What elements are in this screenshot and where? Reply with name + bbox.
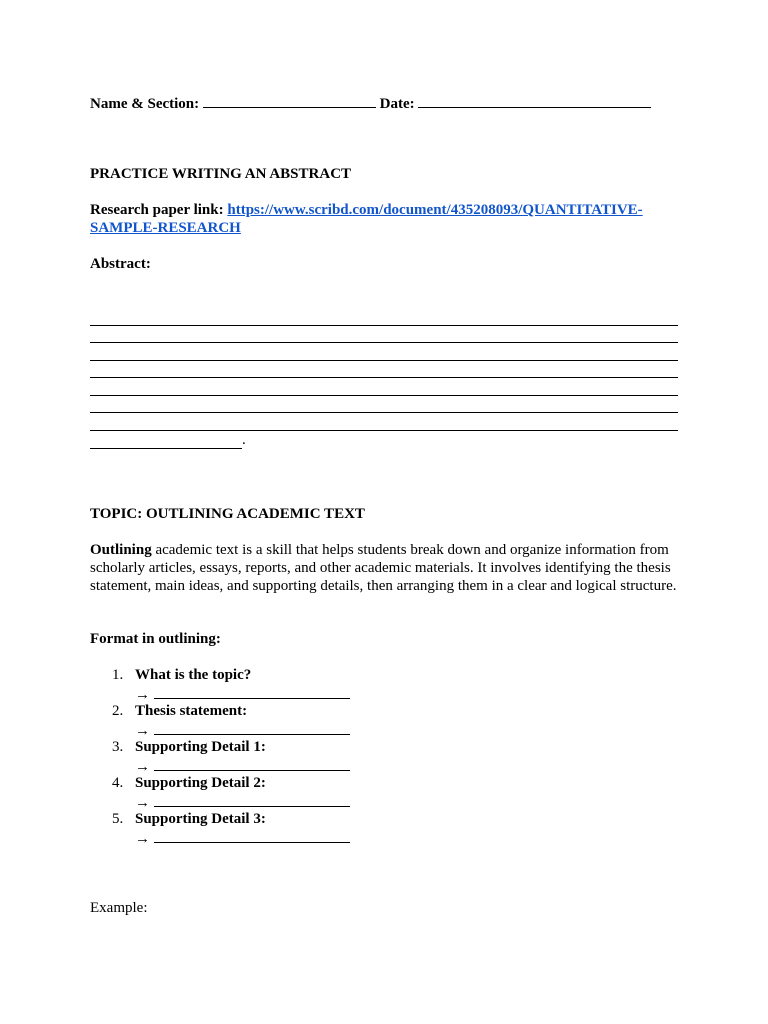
list-item-number: 4.	[112, 775, 124, 791]
research-link-line	[90, 201, 680, 237]
arrow-icon: →	[135, 723, 150, 739]
abstract-label: Abstract:	[90, 256, 151, 272]
list-item-label: Thesis statement:	[135, 703, 248, 719]
answer-last-line	[90, 431, 678, 449]
answer-blank	[154, 720, 350, 735]
list-item-number: 1.	[112, 667, 124, 683]
name-section-label: Name & Section:	[90, 96, 200, 112]
list-item-number: 3.	[112, 739, 124, 755]
abstract-section-title: PRACTICE WRITING AN ABSTRACT	[90, 166, 352, 182]
answer-line	[90, 361, 678, 379]
arrow-icon: →	[135, 687, 150, 703]
example-label: Example:	[90, 900, 148, 916]
list-item-label: Supporting Detail 1:	[135, 739, 266, 755]
outline-list	[90, 666, 650, 846]
date-blank	[418, 93, 651, 108]
list-item-answer[interactable]	[135, 828, 650, 846]
answer-blank	[154, 684, 350, 699]
research-paper-link[interactable]: https://www.scribd.com/document/435208093/QUANTITATIVE-SAMPLE-RESEARCH	[90, 202, 643, 236]
list-item-label: Supporting Detail 2:	[135, 775, 266, 791]
name-date-line	[90, 93, 651, 113]
answer-blank	[154, 828, 350, 843]
list-item-answer[interactable]	[135, 756, 650, 774]
list-item	[90, 738, 650, 774]
date-label: Date:	[379, 96, 415, 112]
name-section-blank	[203, 93, 376, 108]
topic-title: TOPIC: OUTLINING ACADEMIC TEXT	[90, 506, 365, 522]
arrow-icon: →	[135, 795, 150, 811]
list-item-label: Supporting Detail 3:	[135, 811, 266, 827]
research-link-label: Research paper link:	[90, 202, 224, 218]
answer-line	[90, 413, 678, 431]
answer-line	[90, 396, 678, 414]
list-item-number: 2.	[112, 703, 124, 719]
outlining-intro-text: academic text is a skill that helps students break down and organize information from scholarly articles, essays, reports, and other academic materials. It involves identifying the thesis statement, main ideas, and supporting details, then arranging them in a clear and logical structure.	[90, 542, 677, 594]
list-item-label: What is the topic?	[135, 667, 252, 683]
abstract-answer-lines[interactable]	[90, 308, 678, 449]
answer-line	[90, 343, 678, 361]
list-item-answer[interactable]	[135, 684, 650, 702]
answer-blank	[154, 792, 350, 807]
answer-line-short	[90, 431, 242, 449]
list-item-number: 5.	[112, 811, 124, 827]
arrow-icon: →	[135, 831, 150, 847]
answer-end-period: .	[242, 431, 246, 448]
outlining-intro-paragraph	[90, 541, 680, 595]
outlining-intro-bold: Outlining	[90, 542, 152, 558]
answer-line	[90, 308, 678, 326]
list-item	[90, 810, 650, 846]
format-label: Format in outlining:	[90, 631, 221, 647]
list-item	[90, 702, 650, 738]
answer-blank	[154, 756, 350, 771]
list-item-answer[interactable]	[135, 720, 650, 738]
answer-line	[90, 326, 678, 344]
list-item	[90, 774, 650, 810]
list-item	[90, 666, 650, 702]
answer-line	[90, 378, 678, 396]
arrow-icon: →	[135, 759, 150, 775]
list-item-answer[interactable]	[135, 792, 650, 810]
